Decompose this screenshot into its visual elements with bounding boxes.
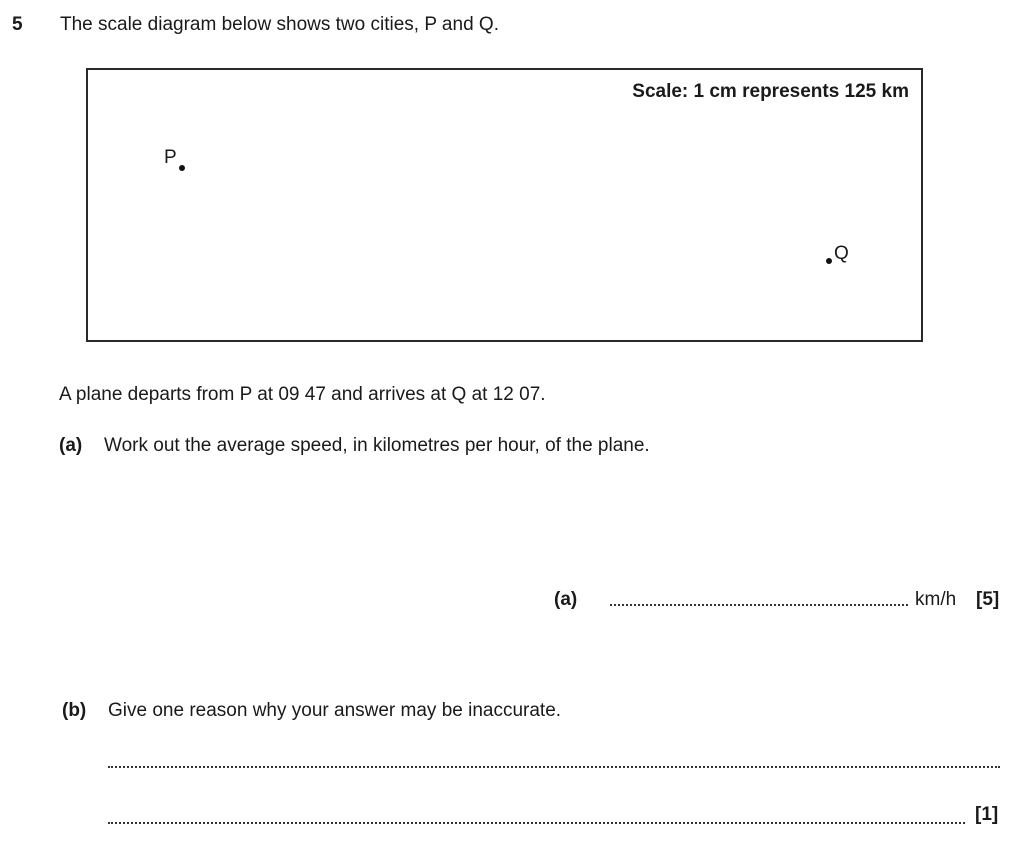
part-a-marks: [5] — [976, 589, 1000, 610]
part-a-label: (a) — [59, 435, 83, 456]
part-a-question: Work out the average speed, in kilometres per hour, of the plane. — [104, 435, 650, 456]
city-q-label: Q — [834, 243, 849, 264]
answer-a-unit: km/h — [915, 589, 957, 610]
answer-b-line-1[interactable] — [108, 766, 1000, 768]
answer-a-line[interactable] — [610, 604, 908, 606]
scale-label: Scale: 1 cm represents 125 km — [632, 81, 909, 102]
part-b-question: Give one reason why your answer may be inaccurate. — [108, 700, 562, 721]
scale-diagram — [86, 68, 923, 342]
part-b-marks: [1] — [975, 804, 999, 825]
question-number: 5 — [12, 14, 23, 35]
city-q-dot — [826, 258, 832, 264]
answer-a-label: (a) — [554, 589, 578, 610]
question-intro: The scale diagram below shows two cities, P and Q. — [60, 14, 499, 35]
city-p-label: P — [164, 147, 177, 168]
answer-b-line-2[interactable] — [108, 822, 965, 824]
part-b-label: (b) — [62, 700, 87, 721]
city-p-dot — [179, 165, 185, 171]
flight-statement: A plane departs from P at 09 47 and arrives at Q at 12 07. — [59, 384, 546, 405]
